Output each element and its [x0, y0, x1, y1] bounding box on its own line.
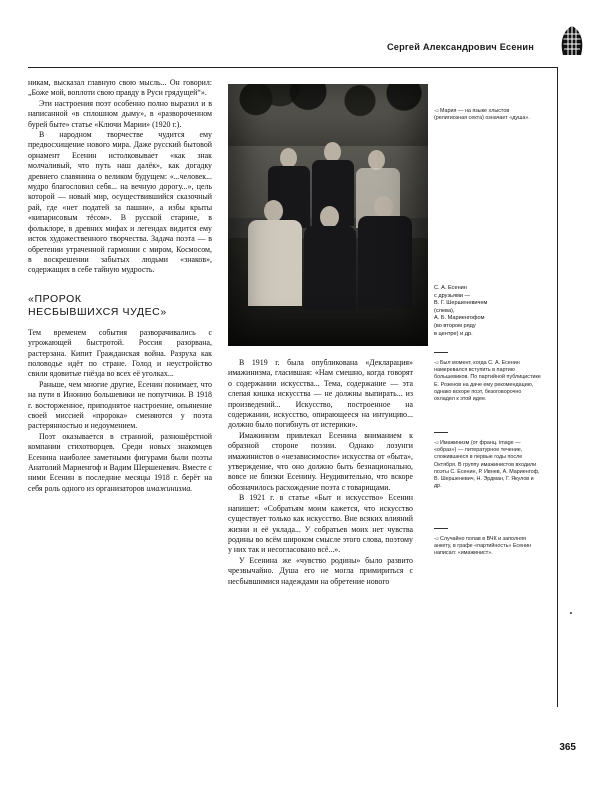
margin-note [434, 108, 542, 122]
margin-dot [570, 612, 572, 614]
margin-note-marker: ◅ [434, 536, 439, 542]
margin-note-text: Мария — на языке хлыстов (религиозная секта) означает «душа». [434, 108, 530, 122]
margin-divider [434, 528, 448, 529]
section-heading [28, 293, 212, 319]
page-number: 365 [559, 742, 576, 753]
margin-note [434, 360, 542, 403]
margin-note-text: Случайно попав в ВЧК и заполняя анкету, в графе «партийность» Есенин написал: «имажинист». [434, 536, 532, 557]
archival-group-photograph [228, 84, 428, 346]
caption-line: в центре) и др. [434, 330, 473, 337]
paragraph-text: Поэт оказывается в странной, разношёрстной компании стихотворцев. Среди новых знакомцев Есенина наиболее заметными фигурами были поэты Анатолий Мариенгоф и Вадим Шершеневич. Вместе с ними Есенин в последние месяцы 1918 г. берёт на себя роль одного из организаторов [28, 431, 212, 493]
section-heading-line1: «ПРОРОК [28, 292, 82, 305]
margin-note-text: Был момент, когда С. А. Есенин намеревался вступить в партию большевиков. По партийной публицистике Е. Розенов на даче ему рекомендацию, однако вскоре поэт, безоговорочно охладел к этой идее. [434, 360, 541, 403]
header-rule [28, 67, 558, 68]
running-head [0, 40, 600, 68]
margin-rule [557, 67, 558, 707]
paragraph: Эти настроения поэт особенно полно выразил и в написанной «в сплошном дыму», в «развороченном бурей быте» статье «Ключи Марии» (1920 г.). [28, 98, 212, 129]
caption-line: С. А. Есенин [434, 285, 467, 291]
paragraph: никам, высказал главную свою мысль... Он говорил: „Боже мой, воплоти свою правду в Руси грядущей“». [28, 78, 212, 98]
caption-line: с друзьями — [434, 292, 471, 299]
middle-text-column [228, 358, 413, 587]
paragraph: В 1921 г. в статье «Быт и искусство» Есенин напишет: «Собратьям моим кажется, что искусство существует только как искусство. Вне всяких влияний жизни и её уклада... У собратьев моих нет чувства родины во всём широком смысле этого слова, поэтому у них так и несогласовано всё...». [228, 493, 413, 555]
italic-term: имажинизма. [146, 483, 193, 493]
paragraph: У Есенина же «чувство родины» было развито чрезвычайно. Душа его не могла примириться с несбывшимися надеждами на обретение нового [228, 555, 413, 586]
margin-note-marker: ◅ [434, 360, 439, 366]
margin-note-marker: ◅ [434, 440, 439, 446]
paragraph: В народном творчестве чудится ему предвосхищение нового мира. Даже русский бытовой орнамент Есенин истолковывает «как знак молчаливый, что путь наш далёк», как догадку древнего славянина о великом будущем: «...человек... мудро благословил себя... на вечную дорогу...», цель которой — новый мир, осуществившийся сказочный рай, где «нет податей за пашни», а избы крыты «кипарисовым тёсом». В русской старине, в фольклоре, в древних мифах и легендах видится ему исток художественного творчества. Задача поэта — в обретении утраченной гармонии с миром, Космосом, в воскрешении забытых людьми «знаков», содержащих в себе тайную мудрость. [28, 130, 212, 275]
running-head-title: Сергей Александрович Есенин [386, 42, 534, 52]
margin-note-marker: ◅ [434, 108, 439, 114]
caption-line: (во втором ряду [434, 322, 476, 329]
margin-divider [434, 432, 448, 433]
caption-line: А. Б. Мариенгофом [434, 315, 485, 322]
paragraph: Имажинизм привлекал Есенина вниманием к образной стороне поэзии. Однако лозунги имажинистов о «независимости» искусства от «быта», утверждение, что оно должно быть безнационально, вовсе не близки Есенину. Неудивительно, что вскоре обозначилось расхождение поэта с товарищами. [228, 430, 413, 492]
margin-note [434, 536, 542, 558]
paragraph [28, 432, 212, 494]
left-text-column [28, 78, 212, 494]
paragraph: Раньше, чем многие другие, Есенин понимает, что на пути в Инонию большевики не попутчики. В 1918 г. восторженное, приподнятое настроение, опьянение своей миссией «пророка» сменяются у поэта растерянностью и недоумением. [28, 379, 212, 431]
section-heading-line2: НЕСБЫВШИХСЯ ЧУДЕС» [28, 305, 167, 318]
photo-caption [434, 285, 544, 338]
margin-note-text: Имажинизм (от франц. image — «образ») — литературное течение, сложившееся в первые годы после Октября. В группу имажинистов входили поэты С. Есенин, Р. Ивнев, А. Мариенгоф, В. Шершеневич, Н. Эрдман, Г. Якулов и др. [434, 440, 540, 490]
caption-line: (слева), [434, 307, 455, 314]
margin-note [434, 440, 542, 490]
photo-vignette [228, 84, 428, 346]
caption-line: В. Г. Шершеневичем [434, 300, 488, 307]
margin-divider [434, 352, 448, 353]
paragraph: Тем временем события разворачивались с угрожающей быстротой. Россия разорвана, растерзана. Кипит Гражданская война. Разруха как половодье идёт по стране. Голод и неустройство свили ядовитые гнёзда во всех её уголках... [28, 327, 212, 379]
paragraph: В 1919 г. была опубликована «Декларация» имажинизма, гласившая: «Нам смешно, когда говорят о содержании искусства... Тема, содержание — эта слепая кишка искусства — не должны выпирать... из произведений... Искусство, построенное на содержании, искусство, опирающееся на интуицию... должно было погибнуть от истерики». [228, 358, 413, 430]
leaf-emblem-icon [558, 25, 586, 57]
